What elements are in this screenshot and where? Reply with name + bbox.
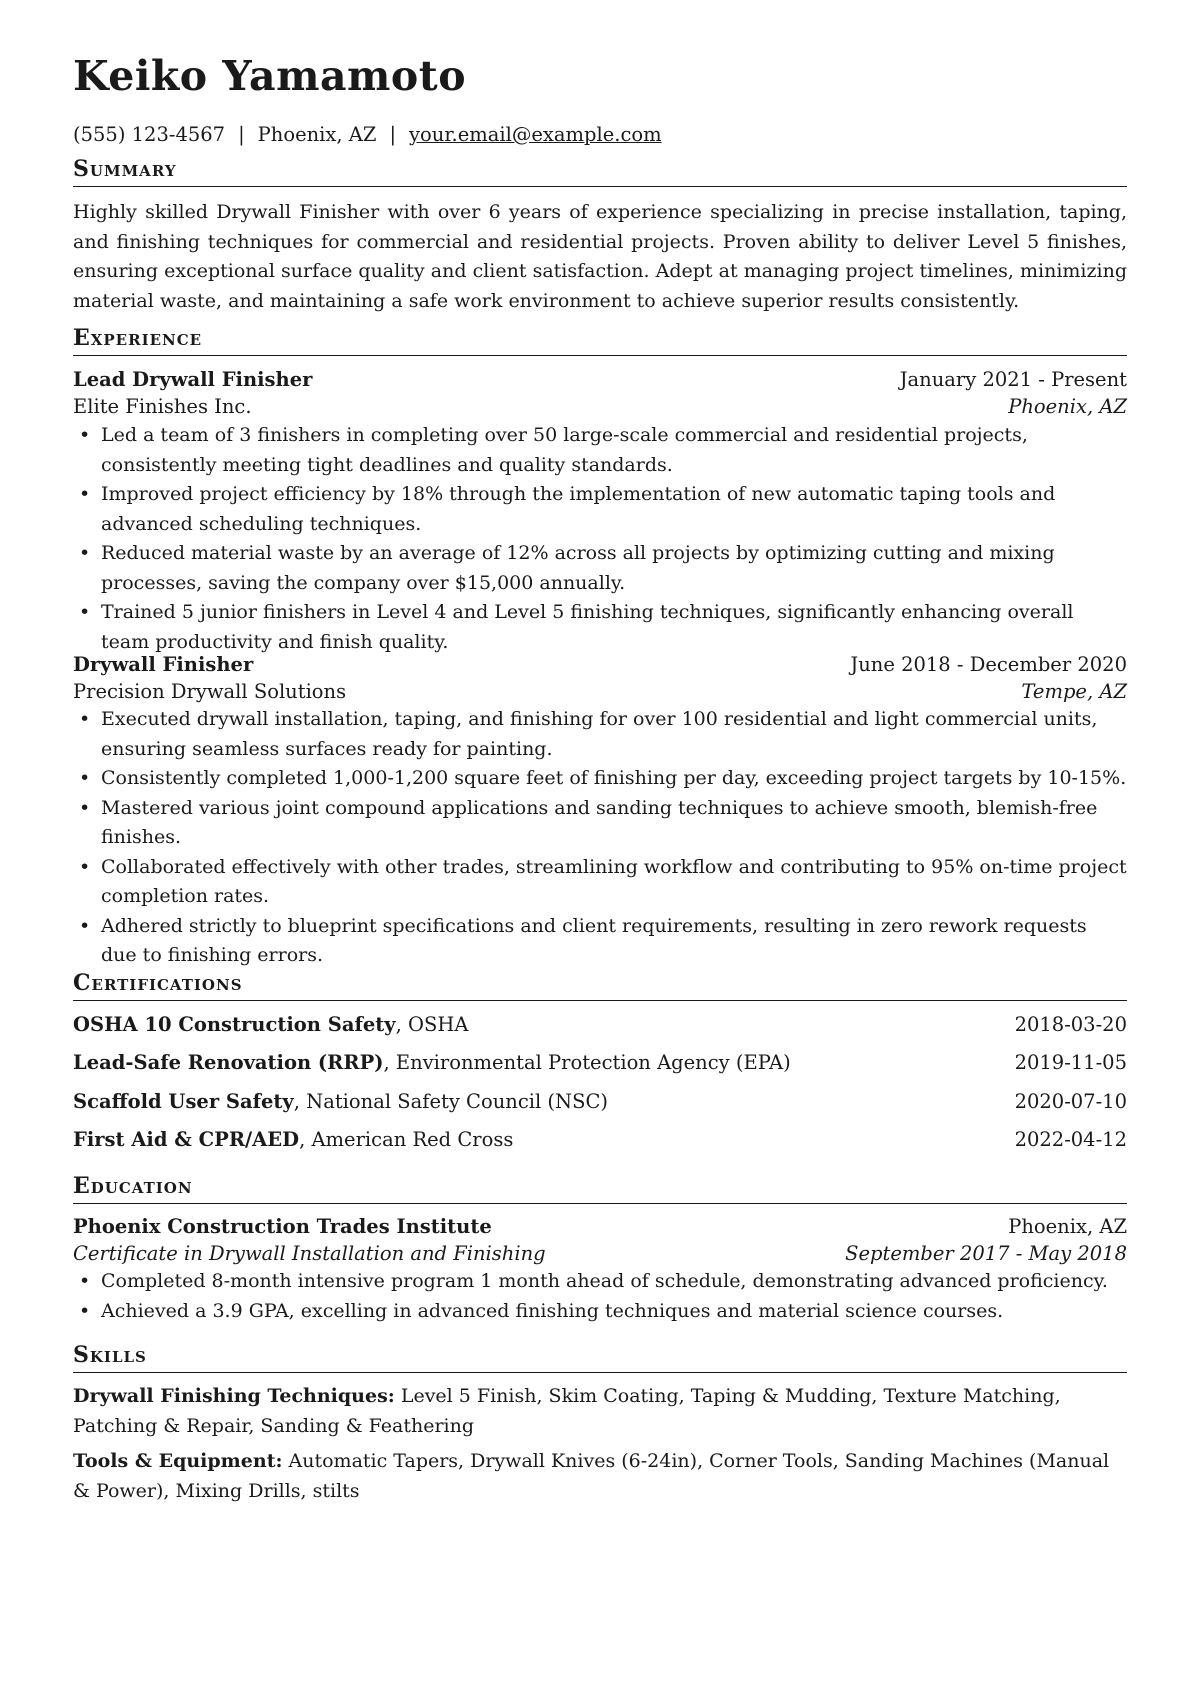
skill-group-label: Drywall Finishing Techniques: <box>73 1385 395 1407</box>
certification-issuer: , National Safety Council (NSC) <box>293 1090 608 1113</box>
skill-group <box>73 1382 1127 1441</box>
job-role: Lead Drywall Finisher <box>73 368 313 391</box>
list-item: • Trained 5 junior finishers in Level 4 and Level 5 finishing techniques, significantly enhancing overall team productivity and finish quality. <box>73 598 1127 657</box>
job-location: Tempe, AZ <box>1021 680 1127 703</box>
list-item: • Mastered various joint compound applications and sanding techniques to achieve smooth, blemish-free finishes. <box>73 794 1127 853</box>
email-link[interactable]: your.email@example.com <box>409 123 662 146</box>
certification-row <box>73 1011 1127 1038</box>
education-bullets <box>73 1267 1127 1326</box>
job-header <box>73 366 1127 393</box>
certification-issuer: , OSHA <box>395 1013 469 1036</box>
certification-date: 2020-07-10 <box>1014 1090 1127 1113</box>
skill-group <box>73 1447 1127 1506</box>
certification-name: OSHA 10 Construction Safety <box>73 1013 396 1036</box>
education-subheader <box>73 1240 1127 1267</box>
location-text: Phoenix, AZ <box>257 123 377 146</box>
job-bullets <box>73 421 1127 657</box>
contact-separator: | <box>389 123 397 146</box>
certification-name: Lead-Safe Renovation (RRP) <box>73 1051 384 1074</box>
list-item: • Adhered strictly to blueprint specifications and client requirements, resulting in zero rework requests due to finishing errors. <box>73 912 1127 971</box>
certification-issuer: , American Red Cross <box>299 1128 514 1151</box>
list-item: • Improved project efficiency by 18% through the implementation of new automatic taping tools and advanced scheduling techniques. <box>73 480 1127 539</box>
job-dates: January 2021 - Present <box>899 368 1127 391</box>
section-heading-skills: Skills <box>73 1342 1127 1373</box>
summary-text: Highly skilled Drywall Finisher with over 6 years of experience specializing in precise installation, taping, and finishing techniques for commercial and residential projects. Proven ability to deliver Level 5 finishes, ensuring exceptional surface quality and client satisfaction. Adept at managing project timelines, minimizing material waste, and maintaining a safe work environment to achieve superior results consistently. <box>73 201 1127 312</box>
skill-group-items: Automatic Tapers, Drywall Knives (6-24in), Corner Tools, Sanding Machines (Manual & Power), Mixing Drills, stilts <box>73 1450 1110 1502</box>
list-item: • Completed 8-month intensive program 1 month ahead of schedule, demonstrating advanced proficiency. <box>73 1267 1127 1297</box>
candidate-name: Keiko Yamamoto <box>73 52 467 100</box>
job-header <box>73 651 1127 678</box>
certification-name: Scaffold User Safety <box>73 1090 294 1113</box>
contact-line <box>73 123 662 147</box>
list-item: • Executed drywall installation, taping, and finishing for over 100 residential and light commercial units, ensuring seamless surfaces ready for painting. <box>73 705 1127 764</box>
certification-row <box>73 1088 1127 1115</box>
program-dates: September 2017 - May 2018 <box>845 1242 1127 1265</box>
education-header <box>73 1213 1127 1240</box>
certification-date: 2022-04-12 <box>1014 1128 1127 1151</box>
section-heading-summary: Summary <box>73 156 1127 187</box>
school-location: Phoenix, AZ <box>1008 1215 1127 1238</box>
list-item: • Achieved a 3.9 GPA, excelling in advanced finishing techniques and material science courses. <box>73 1297 1127 1327</box>
job-subheader <box>73 393 1127 420</box>
list-item: • Collaborated effectively with other trades, streamlining workflow and contributing to 95% on-time project completion rates. <box>73 853 1127 912</box>
job-role: Drywall Finisher <box>73 653 254 676</box>
school-name: Phoenix Construction Trades Institute <box>73 1215 492 1238</box>
phone-number: (555) 123-4567 <box>73 123 226 146</box>
section-heading-certifications: Certifications <box>73 970 1127 1001</box>
section-heading-education: Education <box>73 1173 1127 1204</box>
job-subheader <box>73 678 1127 705</box>
job-company: Precision Drywall Solutions <box>73 680 347 703</box>
certification-date: 2018-03-20 <box>1014 1013 1127 1036</box>
job-dates: June 2018 - December 2020 <box>850 653 1127 676</box>
certification-name: First Aid & CPR/AED <box>73 1128 300 1151</box>
certification-row <box>73 1049 1127 1076</box>
job-bullets <box>73 705 1127 971</box>
skill-group-label: Tools & Equipment: <box>73 1450 283 1472</box>
certification-date: 2019-11-05 <box>1014 1051 1127 1074</box>
section-heading-experience: Experience <box>73 325 1127 356</box>
certification-row <box>73 1126 1127 1153</box>
skill-group-items: Level 5 Finish, Skim Coating, Taping & Mudding, Texture Matching, Patching & Repair, Sanding & Feathering <box>73 1385 1061 1437</box>
job-location: Phoenix, AZ <box>1008 395 1127 418</box>
contact-separator: | <box>238 123 245 146</box>
certification-issuer: , Environmental Protection Agency (EPA) <box>383 1051 791 1074</box>
list-item: • Consistently completed 1,000-1,200 square feet of finishing per day, exceeding project targets by 10-15%. <box>73 764 1127 794</box>
list-item: • Led a team of 3 finishers in completing over 50 large-scale commercial and residential projects, consistently meeting tight deadlines and quality standards. <box>73 421 1127 480</box>
list-item: • Reduced material waste by an average of 12% across all projects by optimizing cutting and mixing processes, saving the company over $15,000 annually. <box>73 539 1127 598</box>
job-company: Elite Finishes Inc. <box>73 395 252 418</box>
program-name: Certificate in Drywall Installation and Finishing <box>73 1242 546 1265</box>
